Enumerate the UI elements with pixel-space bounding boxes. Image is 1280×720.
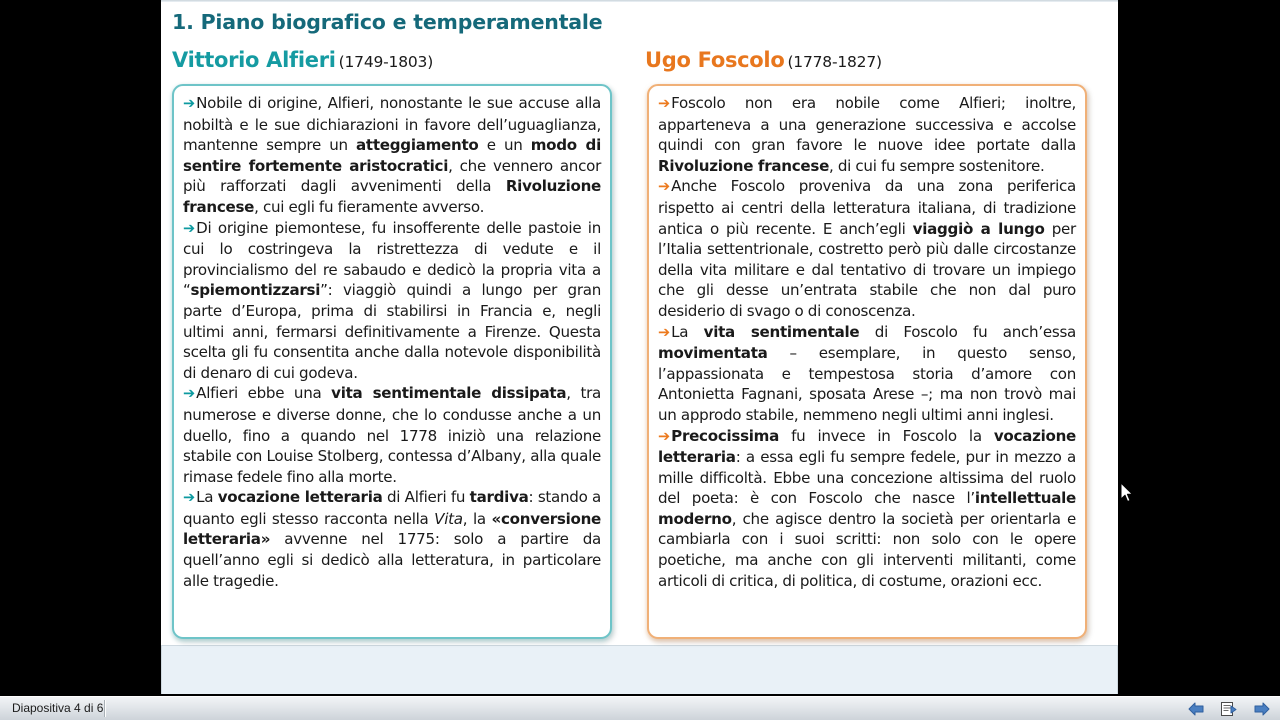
bullet-paragraph bbox=[183, 487, 601, 591]
bullet-text: Foscolo non era nobile come Alfieri; inoltre, apparteneva a una generazione successiva e accolse quindi con gran favore le nuove idee portate dalla Rivoluzione francese, di cui fu sempre sostenitore. bbox=[658, 94, 1076, 175]
bullet-paragraph bbox=[183, 383, 601, 487]
author-name-alfieri: Vittorio Alfieri bbox=[172, 48, 336, 72]
next-slide-icon[interactable] bbox=[1252, 699, 1272, 719]
author-years-alfieri: (1749-1803) bbox=[338, 53, 434, 71]
arrow-bullet-icon: ➔ bbox=[658, 324, 671, 341]
author-name-foscolo: Ugo Foscolo bbox=[645, 48, 785, 72]
mouse-cursor bbox=[1120, 482, 1134, 504]
arrow-bullet-icon: ➔ bbox=[658, 96, 671, 112]
content-box-foscolo[interactable] bbox=[647, 84, 1087, 639]
page-title: 1. Piano biografico e temperamentale bbox=[172, 10, 603, 34]
bullet-paragraph bbox=[658, 426, 1076, 592]
bullet-text: Anche Foscolo proveniva da una zona periferica rispetto ai centri della letteratura italiana, di tradizione antica o più recente. E anch’egli viaggiò a lungo per l’Italia settentrionale, costretto però più dalle circostanze della vita militare e dal tentativo di trovare un impiego che gli desse un’entrata stabile che non dal puro desiderio di svago o di conoscenza. bbox=[658, 177, 1076, 320]
content-box-alfieri[interactable] bbox=[172, 84, 612, 639]
arrow-bullet-icon: ➔ bbox=[658, 428, 671, 445]
bullet-paragraph bbox=[183, 93, 601, 218]
bullet-paragraph bbox=[658, 176, 1076, 321]
slide-footer-band bbox=[161, 645, 1118, 694]
arrow-bullet-icon: ➔ bbox=[183, 220, 196, 237]
column-heading-foscolo bbox=[645, 48, 882, 72]
bullet-paragraph bbox=[658, 93, 1076, 176]
bullet-paragraph bbox=[183, 218, 601, 384]
status-bar bbox=[0, 696, 1280, 720]
author-years-foscolo: (1778-1827) bbox=[787, 53, 882, 71]
slide-counter: Diapositiva 4 di 6 bbox=[12, 701, 104, 715]
arrow-bullet-icon: ➔ bbox=[658, 179, 671, 196]
slide-navigation bbox=[1186, 699, 1272, 719]
slide-menu-icon[interactable] bbox=[1219, 699, 1239, 719]
bullet-text: Di origine piemontese, fu insofferente delle pastoie in cui lo costringeva la ristrettezza di vedute e il provincialismo del re sabaudo e dedicò la propria vita a “spiemontizzarsi”: viaggiò quindi a lungo per gran parte d’Europa, prima di stabilirsi in Francia e, negli ultimi anni, fermarsi definitivamente a Firenze. Questa scelta gli fu consentita anche dalla notevole disponibilità di denaro di cui godeva. bbox=[183, 218, 601, 382]
bullet-text: Precocissima fu invece in Foscolo la vocazione letteraria: a essa egli fu sempre fedele, pur in mezzo a mille difficoltà. Ebbe una concezione altissima del ruolo del poeta: è con Foscolo che nasce l’intellettuale moderno, che agisce dentro la società per orientarla e cambiarla con i suoi scritti: non solo con le opere poetiche, ma anche con gli interventi militanti, come articoli di critica, di politica, di costume, orazioni ecc. bbox=[658, 426, 1076, 590]
bullet-text: Nobile di origine, Alfieri, nonostante le sue accuse alla nobiltà e le sue dichiarazioni in favore dell’uguaglianza, mantenne sempre un atteggiamento e un modo di sentire fortemente aristocratici, che vennero ancor più rafforzati dagli avvenimenti della Rivoluzione francese, cui egli fu fieramente avverso. bbox=[183, 94, 601, 216]
arrow-bullet-icon: ➔ bbox=[183, 490, 196, 507]
bullet-paragraph bbox=[658, 322, 1076, 426]
status-separator bbox=[104, 700, 106, 717]
bullet-text: La vita sentimentale di Foscolo fu anch’essa movimentata – esemplare, in questo senso, l’appassionata e tempestosa storia d’amore con Antonietta Fagnani, sposata Arese –; ma non trovò mai un approdo stabile, nemmeno negli ultimi anni inglesi. bbox=[658, 322, 1076, 424]
previous-slide-icon[interactable] bbox=[1186, 699, 1206, 719]
bullet-text: La vocazione letteraria di Alfieri fu tardiva: stando a quanto egli stesso racconta nella Vita, la «conversione letteraria» avvenne nel 1775: solo a partire da quell’anno egli si dedicò alla letteratura, in particolare alle tragedie. bbox=[183, 488, 601, 590]
slide-stage[interactable] bbox=[161, 0, 1118, 694]
arrow-bullet-icon: ➔ bbox=[183, 386, 196, 403]
arrow-bullet-icon: ➔ bbox=[183, 96, 196, 112]
column-heading-alfieri bbox=[172, 48, 433, 72]
bullet-text: Alfieri ebbe una vita sentimentale dissipata, tra numerose e diverse donne, che lo condusse anche a un duello, fino a quando nel 1778 iniziò una relazione stabile con Louise Stolberg, contessa d’Albany, alla quale rimase fedele fino alla morte. bbox=[183, 384, 601, 486]
